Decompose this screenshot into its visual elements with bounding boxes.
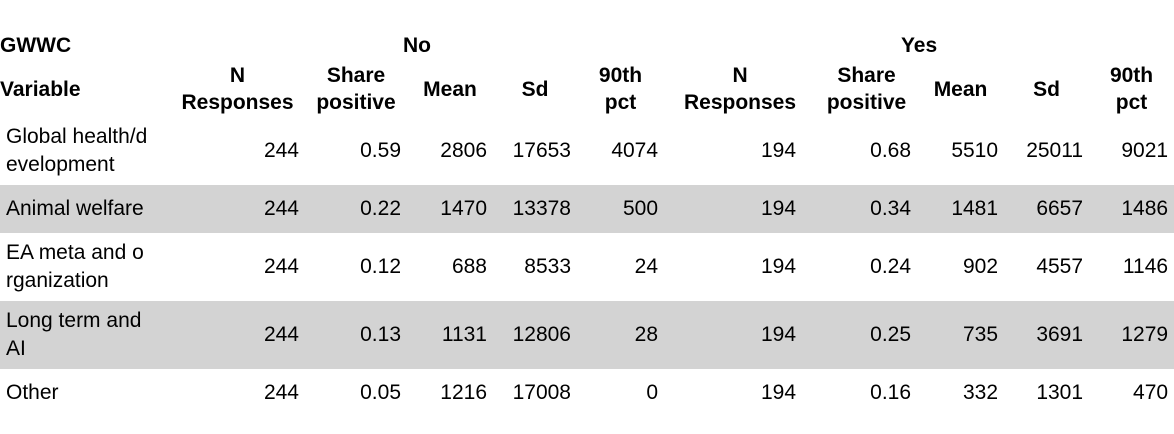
table-cell: 1216 <box>440 381 487 404</box>
row-label: EA meta and o rganization <box>6 241 144 292</box>
table-cell: 1146 <box>1122 255 1169 278</box>
table-cell: 194 <box>760 139 797 162</box>
table-cell: 0.12 <box>360 255 401 278</box>
table-cell: 470 <box>1133 381 1169 404</box>
table-cell: 0.05 <box>360 381 401 404</box>
table-row <box>0 233 1174 301</box>
row-label: Global health/d evelopment <box>6 125 148 176</box>
column-header: 90th pct <box>1109 64 1154 114</box>
table-cell: 13378 <box>493 185 577 233</box>
table-cell: 902 <box>962 255 999 278</box>
table-cell: 244 <box>263 255 299 278</box>
table-cell: 24 <box>634 255 659 278</box>
table-cell: 3691 <box>1004 301 1089 369</box>
table-cell: 0.34 <box>816 185 917 233</box>
table-cell: 1486 <box>1089 185 1174 233</box>
column-header: N Responses <box>684 64 797 114</box>
table-cell: 12806 <box>493 301 577 369</box>
table-cell: 5510 <box>951 139 999 162</box>
column-header: 90th pct <box>598 64 643 114</box>
column-header: Share positive <box>826 64 907 114</box>
column-header: Sd <box>521 77 549 101</box>
column-header: Mean <box>933 77 988 101</box>
table-cell: 688 <box>451 255 487 278</box>
table-cell: 2806 <box>440 139 487 162</box>
row-label: Long term and AI <box>0 301 170 369</box>
table-cell: 1481 <box>917 185 1004 233</box>
table-cell: 0.68 <box>870 139 912 162</box>
table-cell: 17008 <box>512 381 571 404</box>
table-cell: 9021 <box>1121 139 1169 162</box>
column-header-row <box>0 61 1174 117</box>
table-cell: 1131 <box>407 301 493 369</box>
column-header: Sd <box>1033 77 1060 101</box>
group-label: GWWC <box>0 34 72 57</box>
table-cell: 1470 <box>407 185 493 233</box>
table-row <box>0 369 1174 417</box>
table-cell: 1279 <box>1089 301 1174 369</box>
table-cell: 194 <box>664 301 816 369</box>
table-cell: 28 <box>577 301 664 369</box>
table-cell: 194 <box>760 255 797 278</box>
table-cell: 735 <box>917 301 1004 369</box>
table-cell: 17653 <box>512 139 571 162</box>
table-cell: 0.59 <box>360 139 401 162</box>
group-yes-label: Yes <box>900 34 938 57</box>
data-table-container <box>0 31 1169 417</box>
table-cell: 0.16 <box>870 381 912 404</box>
row-label: Other <box>6 381 59 404</box>
table-cell: 0.25 <box>816 301 917 369</box>
table-cell: 244 <box>170 185 305 233</box>
table-row <box>0 117 1174 185</box>
table-cell: 4074 <box>611 139 659 162</box>
table-row <box>0 185 1174 233</box>
table-cell: 8533 <box>524 255 571 278</box>
table-cell: 25011 <box>1026 139 1084 162</box>
table-cell: 244 <box>263 139 299 162</box>
table-cell: 194 <box>664 185 816 233</box>
column-header: Share positive <box>316 64 396 114</box>
data-table <box>0 31 1174 417</box>
table-cell: 244 <box>170 301 305 369</box>
table-cell: 0.24 <box>870 255 912 278</box>
column-header: N Responses <box>181 64 294 114</box>
group-no-label: No <box>403 34 432 57</box>
row-label: Animal welfare <box>0 185 170 233</box>
table-cell: 332 <box>962 381 999 404</box>
table-cell: 500 <box>577 185 664 233</box>
table-row <box>0 301 1174 369</box>
table-cell: 194 <box>760 381 797 404</box>
table-cell: 0.22 <box>305 185 407 233</box>
table-cell: 0.13 <box>305 301 407 369</box>
table-cell: 4557 <box>1036 255 1084 278</box>
table-cell: 1301 <box>1036 381 1084 404</box>
variable-column-header: Variable <box>0 77 81 101</box>
table-cell: 244 <box>263 381 299 404</box>
group-header-row <box>0 31 1174 61</box>
column-header: Mean <box>423 77 477 101</box>
table-cell: 6657 <box>1004 185 1089 233</box>
table-cell: 0 <box>646 381 659 404</box>
